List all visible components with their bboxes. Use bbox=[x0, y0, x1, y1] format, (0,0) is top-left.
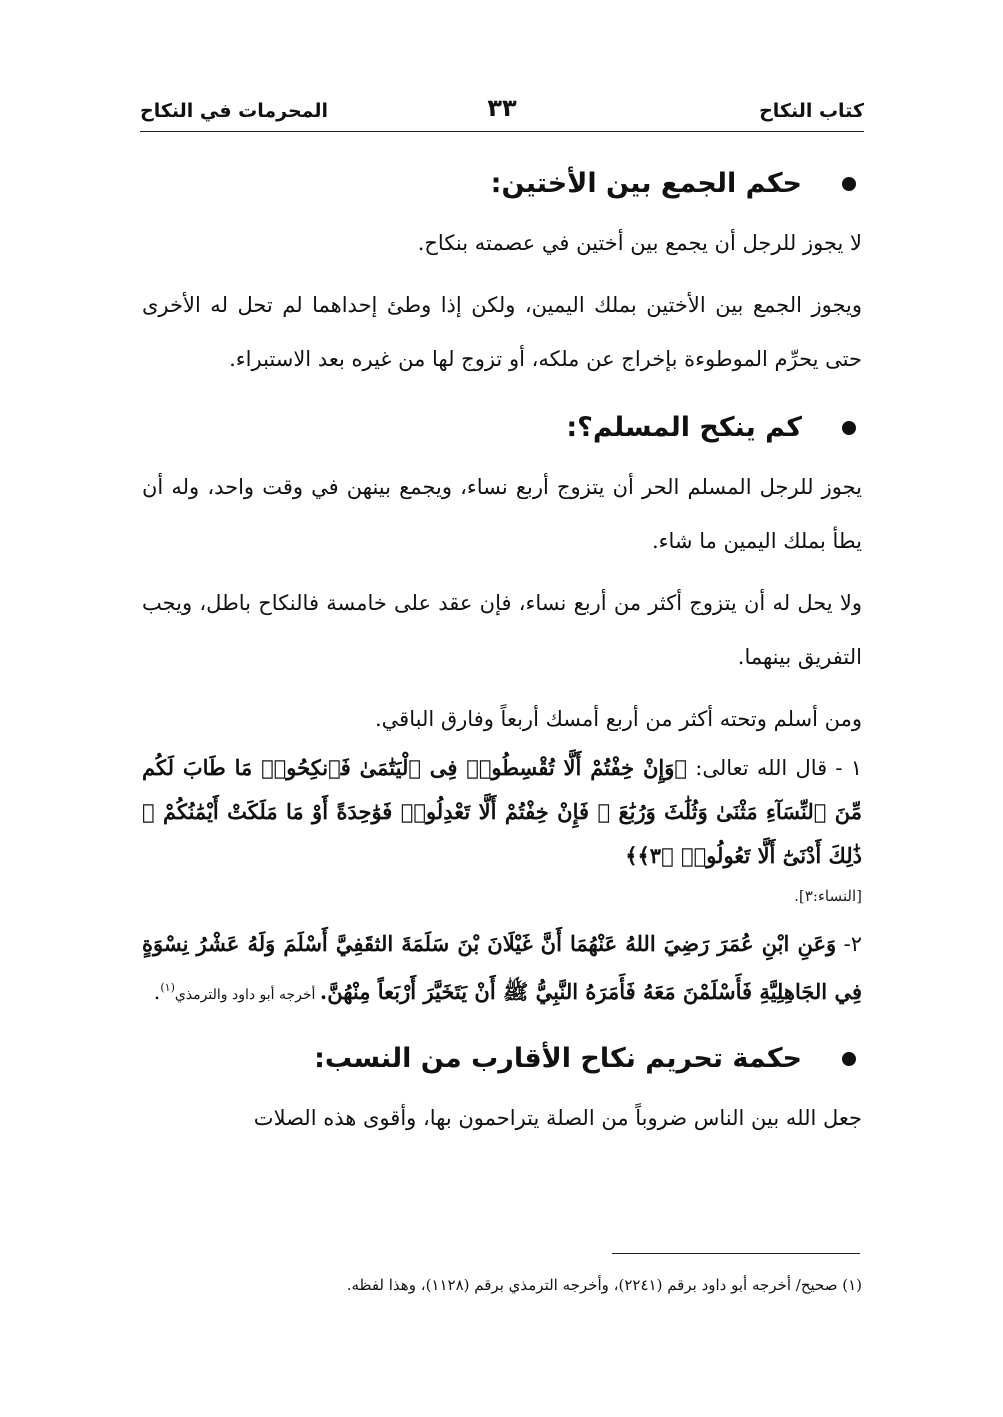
verse-reference: [النساء:٣]. bbox=[794, 887, 862, 905]
quran-verse: ﴿وَإِنْ خِفْتُمْ أَلَّا تُقْسِطُوا۟ فِى ٱلْيَتَٰمَىٰ فَٱنكِحُوا۟ مَا طَابَ لَكُم مِّنَ ٱلنِّسَآءِ مَثْنَىٰ وَثُلَٰثَ وَرُبَٰعَ ۖ فَإِنْ خِفْتُمْ أَلَّا تَعْدِلُوا۟ فَوَٰحِدَةً أَوْ مَا مَلَكَتْ أَيْمَٰنُكُمْ ۚ ذَٰلِكَ أَدْنَىٰٓ أَلَّا تَعُولُوا۟ ﴿٣﴾﴾ bbox=[142, 755, 862, 868]
section-heading-text: حكم الجمع بين الأختين: bbox=[490, 168, 802, 199]
page-header bbox=[140, 90, 864, 130]
evidence-item-number: ٢- bbox=[836, 932, 862, 956]
page-number: ٣٣ bbox=[487, 94, 517, 122]
page-body bbox=[142, 160, 862, 1145]
paragraph: يجوز للرجل المسلم الحر أن يتزوج أربع نساء، ويجمع بينهن في وقت واحد، وله أن يطأ بملك اليمين ما شاء. bbox=[142, 475, 862, 553]
section-heading-how-many bbox=[142, 404, 862, 452]
section-heading-two-sisters bbox=[142, 160, 862, 208]
header-divider bbox=[140, 131, 864, 132]
header-book-title: كتاب النكاح bbox=[759, 100, 864, 122]
section-heading-text: حكمة تحريم نكاح الأقارب من النسب: bbox=[314, 1043, 802, 1074]
hadith-source: أخرجه أبو داود والترمذي bbox=[174, 987, 320, 1003]
footnote: (١) صحيح/ أخرجه أبو داود برقم (٢٢٤١)، وأخرجه الترمذي برقم (١١٢٨)، وهذا لفظه. bbox=[346, 1276, 862, 1294]
footnote-marker[interactable]: (١) bbox=[160, 981, 175, 994]
paragraph: لا يجوز للرجل أن يجمع بين أختين في عصمته بنكاح. bbox=[417, 231, 862, 255]
paragraph: ويجوز الجمع بين الأختين بملك اليمين، ولكن إذا وطئ إحداهما لم تحل له الأخرى حتى يحرِّم الموطوءة بإخراج عن ملكه، أو تزوج لها من غيره بعد الاستبراء. bbox=[142, 293, 862, 371]
evidence-item-number: ١ - قال الله تعالى: bbox=[687, 756, 863, 780]
bullet-icon bbox=[842, 421, 856, 435]
paragraph: جعل الله بين الناس ضروباً من الصلة يتراحمون بها، وأقوى هذه الصلات bbox=[253, 1106, 862, 1130]
header-chapter-title: المحرمات في النكاح bbox=[140, 100, 329, 122]
paragraph: ومن أسلم وتحته أكثر من أربع أمسك أربعاً وفارق الباقي. bbox=[375, 707, 862, 731]
footnote-divider bbox=[612, 1253, 860, 1254]
bullet-icon bbox=[842, 1052, 856, 1066]
section-heading-wisdom bbox=[142, 1035, 862, 1083]
section-heading-text: كم ينكح المسلم؟: bbox=[566, 412, 802, 443]
hadith-end-mark: . bbox=[153, 980, 161, 1004]
hadith-text: وَعَنِ ابْنِ عُمَرَ رَضِيَ اللهُ عَنْهُمَا أَنَّ غَيْلَانَ بْنَ سَلَمَةَ الثقَفِيَّ أَسْلَمَ وَلَهُ عَشْرُ نِسْوَةٍ فِي الجَاهِلِيَّةِ فَأَسْلَمْنَ مَعَهُ فَأَمَرَهُ النَّبِيُّ ﷺ أَنْ يَتَخَيَّرَ أَرْبَعاً مِنْهُنَّ. bbox=[142, 931, 862, 1004]
evidence-item-quran bbox=[142, 746, 862, 878]
bullet-icon bbox=[842, 177, 856, 191]
paragraph: ولا يحل له أن يتزوج أكثر من أربع نساء، فإن عقد على خامسة فالنكاح باطل، ويجب التفريق بينهما. bbox=[142, 591, 862, 669]
evidence-item-hadith bbox=[142, 922, 862, 1017]
